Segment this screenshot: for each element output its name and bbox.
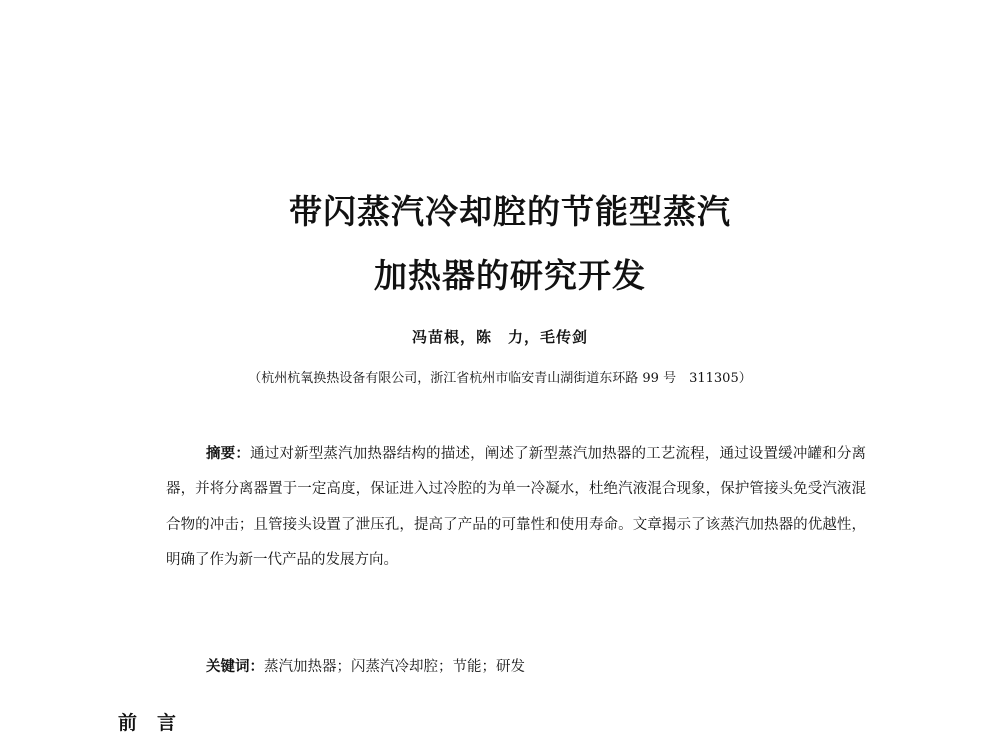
section-heading-preface: 前言	[118, 712, 197, 734]
keywords-text: 蒸汽加热器；闪蒸汽冷却腔；节能；研发	[264, 659, 525, 675]
keywords-label: 关键词：	[206, 659, 264, 675]
paper-title-line-2: 加热器的研究开发	[374, 256, 646, 295]
author-affiliation: （杭州杭氧换热设备有限公司，浙江省杭州市临安青山湖街道东环路 99 号 311305）	[248, 371, 752, 386]
abstract-paragraph	[166, 437, 866, 578]
abstract-text: 通过对新型蒸汽加热器结构的描述，阐述了新型蒸汽加热器的工艺流程，通过设置缓冲罐和分离器，并将分离器置于一定高度，保证进入过冷腔的为单一冷凝水，杜绝汽液混合现象，保护管接头免受汽液混合物的冲击；且管接头设置了泄压孔，提高了产品的可靠性和使用寿命。文章揭示了该蒸汽加热器的优越性，明确了作为新一代产品的发展方向。	[166, 446, 867, 568]
paper-title-line-1: 带闪蒸汽冷却腔的节能型蒸汽	[289, 192, 731, 231]
keywords-line	[206, 655, 525, 676]
author-list: 冯苗根，陈 力，毛传剑	[411, 328, 588, 346]
abstract-label: 摘要：	[206, 446, 251, 462]
